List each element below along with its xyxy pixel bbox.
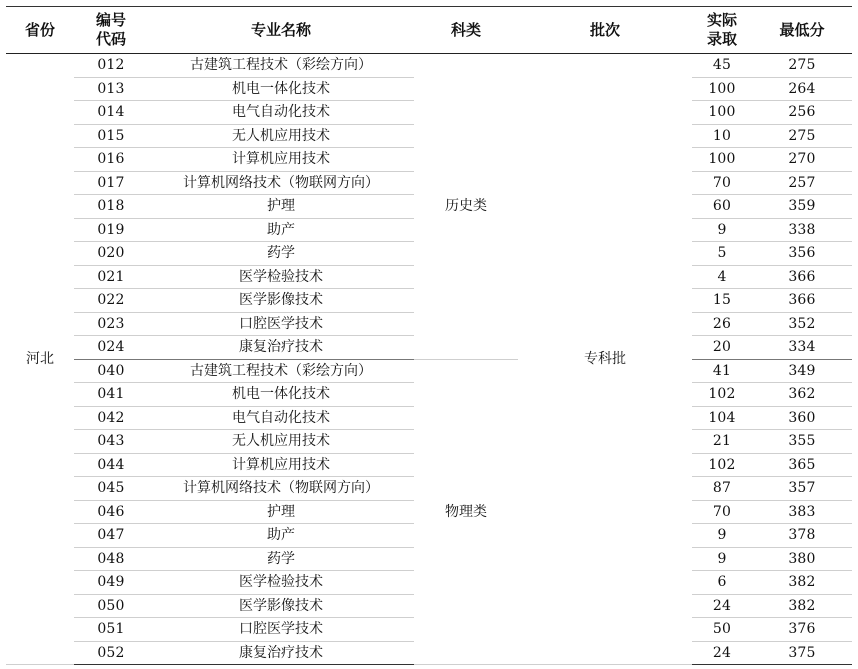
major-cell: 古建筑工程技术（彩绘方向） xyxy=(148,359,414,383)
admission-score-table xyxy=(6,6,852,665)
major-cell: 医学检验技术 xyxy=(148,571,414,595)
major-cell: 医学影像技术 xyxy=(148,594,414,618)
table-row xyxy=(6,359,852,383)
admitted-cell: 100 xyxy=(692,77,752,101)
major-cell: 口腔医学技术 xyxy=(148,618,414,642)
table-row xyxy=(6,54,852,78)
major-cell: 计算机网络技术（物联网方向） xyxy=(148,477,414,501)
header-row xyxy=(6,7,852,54)
admitted-cell: 100 xyxy=(692,101,752,125)
major-cell: 无人机应用技术 xyxy=(148,124,414,148)
header-code-line2: 代码 xyxy=(95,30,126,48)
major-cell: 口腔医学技术 xyxy=(148,312,414,336)
province-cell: 河北 xyxy=(6,54,74,665)
code-cell: 017 xyxy=(74,171,148,195)
batch-cell: 专科批 xyxy=(518,54,692,665)
major-cell: 电气自动化技术 xyxy=(148,101,414,125)
category-cell: 物理类 xyxy=(414,359,518,665)
admitted-cell: 70 xyxy=(692,171,752,195)
min-score-cell: 352 xyxy=(752,312,852,336)
code-cell: 050 xyxy=(74,594,148,618)
major-cell: 药学 xyxy=(148,242,414,266)
min-score-cell: 275 xyxy=(752,124,852,148)
admitted-cell: 87 xyxy=(692,477,752,501)
major-cell: 计算机应用技术 xyxy=(148,148,414,172)
code-cell: 024 xyxy=(74,336,148,360)
admitted-cell: 5 xyxy=(692,242,752,266)
code-cell: 044 xyxy=(74,453,148,477)
min-score-cell: 356 xyxy=(752,242,852,266)
major-cell: 机电一体化技术 xyxy=(148,77,414,101)
major-cell: 康复治疗技术 xyxy=(148,336,414,360)
header-admitted-line1: 实际 xyxy=(706,11,737,29)
min-score-cell: 378 xyxy=(752,524,852,548)
major-cell: 医学检验技术 xyxy=(148,265,414,289)
code-cell: 043 xyxy=(74,430,148,454)
major-cell: 计算机网络技术（物联网方向） xyxy=(148,171,414,195)
code-cell: 013 xyxy=(74,77,148,101)
admitted-cell: 45 xyxy=(692,54,752,78)
major-cell: 助产 xyxy=(148,218,414,242)
header-min-score: 最低分 xyxy=(752,7,852,54)
min-score-cell: 357 xyxy=(752,477,852,501)
table-body xyxy=(6,54,852,665)
code-cell: 023 xyxy=(74,312,148,336)
major-cell: 康复治疗技术 xyxy=(148,641,414,665)
admitted-cell: 9 xyxy=(692,547,752,571)
min-score-cell: 375 xyxy=(752,641,852,665)
code-cell: 042 xyxy=(74,406,148,430)
code-cell: 045 xyxy=(74,477,148,501)
admitted-cell: 10 xyxy=(692,124,752,148)
header-admitted-line2: 录取 xyxy=(706,30,737,48)
admitted-cell: 15 xyxy=(692,289,752,313)
header-code-line1: 编号 xyxy=(95,11,126,29)
min-score-cell: 366 xyxy=(752,289,852,313)
admitted-cell: 6 xyxy=(692,571,752,595)
major-cell: 医学影像技术 xyxy=(148,289,414,313)
major-cell: 古建筑工程技术（彩绘方向） xyxy=(148,54,414,78)
admitted-cell: 20 xyxy=(692,336,752,360)
code-cell: 022 xyxy=(74,289,148,313)
header-batch: 批次 xyxy=(518,7,692,54)
header-category: 科类 xyxy=(414,7,518,54)
major-cell: 助产 xyxy=(148,524,414,548)
admitted-cell: 102 xyxy=(692,383,752,407)
admitted-cell: 21 xyxy=(692,430,752,454)
min-score-cell: 257 xyxy=(752,171,852,195)
min-score-cell: 382 xyxy=(752,594,852,618)
admitted-cell: 70 xyxy=(692,500,752,524)
header-major: 专业名称 xyxy=(148,7,414,54)
code-cell: 040 xyxy=(74,359,148,383)
major-cell: 护理 xyxy=(148,195,414,219)
code-cell: 041 xyxy=(74,383,148,407)
min-score-cell: 349 xyxy=(752,359,852,383)
major-cell: 计算机应用技术 xyxy=(148,453,414,477)
min-score-cell: 355 xyxy=(752,430,852,454)
min-score-cell: 382 xyxy=(752,571,852,595)
min-score-cell: 275 xyxy=(752,54,852,78)
code-cell: 015 xyxy=(74,124,148,148)
code-cell: 048 xyxy=(74,547,148,571)
admitted-cell: 26 xyxy=(692,312,752,336)
min-score-cell: 338 xyxy=(752,218,852,242)
min-score-cell: 380 xyxy=(752,547,852,571)
admitted-cell: 4 xyxy=(692,265,752,289)
admission-table-container xyxy=(6,6,852,665)
code-cell: 046 xyxy=(74,500,148,524)
admitted-cell: 50 xyxy=(692,618,752,642)
code-cell: 014 xyxy=(74,101,148,125)
major-cell: 无人机应用技术 xyxy=(148,430,414,454)
header-province: 省份 xyxy=(6,7,74,54)
min-score-cell: 256 xyxy=(752,101,852,125)
code-cell: 052 xyxy=(74,641,148,665)
admitted-cell: 102 xyxy=(692,453,752,477)
major-cell: 护理 xyxy=(148,500,414,524)
min-score-cell: 362 xyxy=(752,383,852,407)
code-cell: 018 xyxy=(74,195,148,219)
admitted-cell: 104 xyxy=(692,406,752,430)
min-score-cell: 376 xyxy=(752,618,852,642)
admitted-cell: 24 xyxy=(692,641,752,665)
code-cell: 049 xyxy=(74,571,148,595)
admitted-cell: 60 xyxy=(692,195,752,219)
code-cell: 020 xyxy=(74,242,148,266)
min-score-cell: 334 xyxy=(752,336,852,360)
min-score-cell: 365 xyxy=(752,453,852,477)
category-cell: 历史类 xyxy=(414,54,518,360)
major-cell: 机电一体化技术 xyxy=(148,383,414,407)
min-score-cell: 383 xyxy=(752,500,852,524)
min-score-cell: 366 xyxy=(752,265,852,289)
major-cell: 药学 xyxy=(148,547,414,571)
table-header xyxy=(6,7,852,54)
admitted-cell: 100 xyxy=(692,148,752,172)
min-score-cell: 359 xyxy=(752,195,852,219)
min-score-cell: 264 xyxy=(752,77,852,101)
code-cell: 019 xyxy=(74,218,148,242)
code-cell: 016 xyxy=(74,148,148,172)
code-cell: 051 xyxy=(74,618,148,642)
admitted-cell: 9 xyxy=(692,524,752,548)
code-cell: 021 xyxy=(74,265,148,289)
admitted-cell: 24 xyxy=(692,594,752,618)
admitted-cell: 9 xyxy=(692,218,752,242)
admitted-cell: 41 xyxy=(692,359,752,383)
header-code xyxy=(74,7,148,54)
header-admitted xyxy=(692,7,752,54)
major-cell: 电气自动化技术 xyxy=(148,406,414,430)
min-score-cell: 270 xyxy=(752,148,852,172)
code-cell: 012 xyxy=(74,54,148,78)
min-score-cell: 360 xyxy=(752,406,852,430)
code-cell: 047 xyxy=(74,524,148,548)
